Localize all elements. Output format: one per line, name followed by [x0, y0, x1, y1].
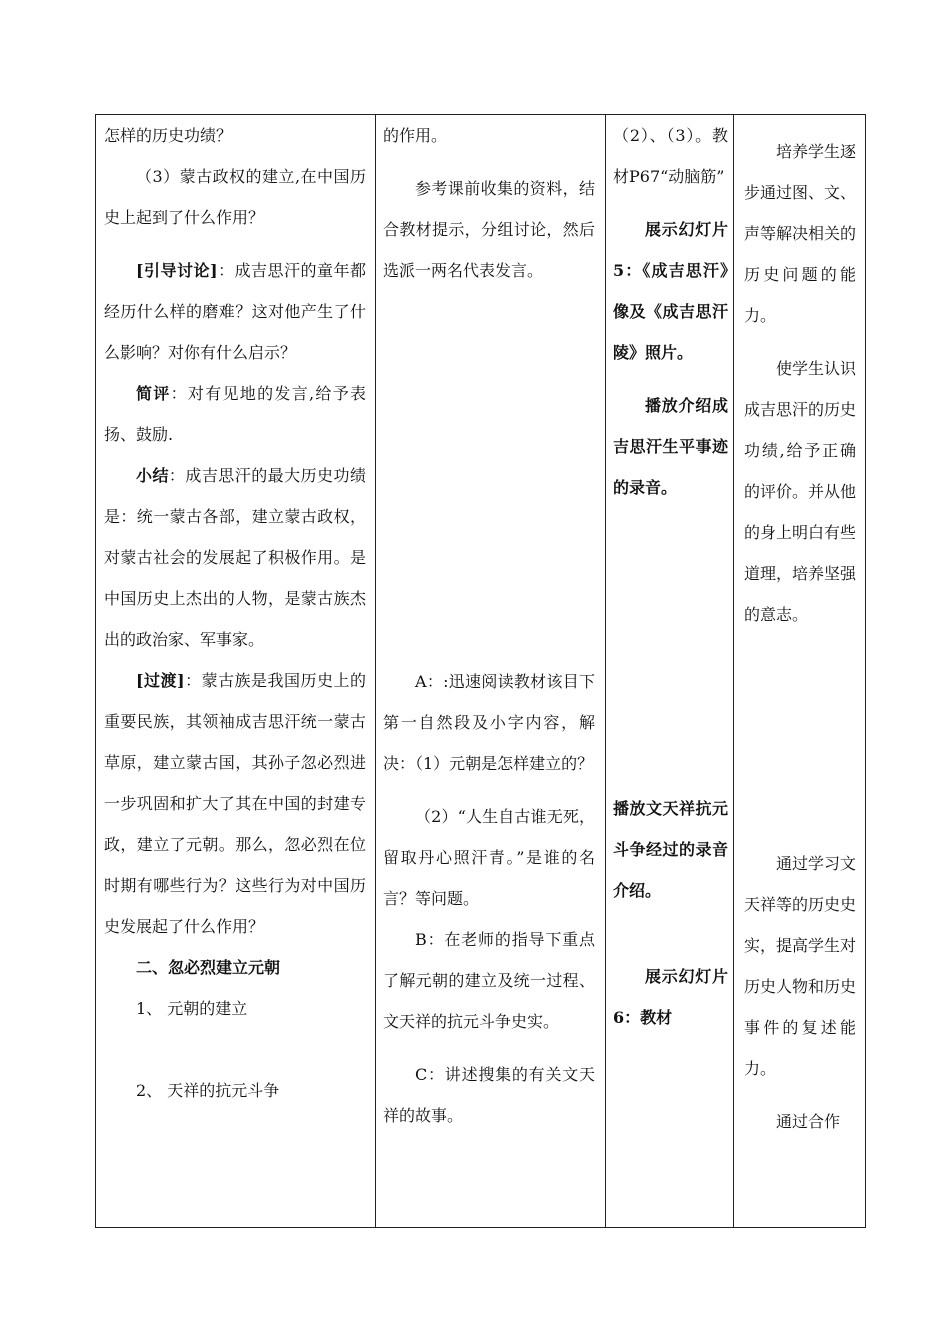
column-divider — [375, 115, 376, 1227]
activity-a-question-2: （2）“人生自古谁无死，留取丹心照汗青。”是谁的名言？等问题。 — [383, 807, 595, 908]
design-intent-column — [744, 115, 856, 1142]
activity-b: B：在老师的指导下重点了解元朝的建立及统一过程、文天祥的抗元斗争史实。 — [383, 930, 595, 1031]
teacher-activity-column — [104, 115, 366, 1111]
text-line: 的作用。 — [383, 126, 448, 145]
transition: [过渡]：蒙古族是我国历史上的重要民族，其领袖成吉思汗统一蒙古草原，建立蒙古国，其孙子忽必烈进一步巩固和扩大了其在中国的封建专政，建立了元朝。那么，忽必烈在位时期有哪些行为？这些行为对中国历史发展起了什么作用？ — [104, 671, 366, 936]
section-heading: 二、忽必烈建立元朝 — [136, 958, 281, 977]
intent-1: 培养学生逐步通过图、文、声等解决相关的历史问题的能力。 — [744, 142, 857, 325]
intent-3: 通过学习文天祥等的历史史实，提高学生对历史人物和历史事件的复述能力。 — [744, 854, 857, 1078]
media-column — [613, 115, 728, 1038]
discussion-instruction: 参考课前收集的资料，结合教材提示，分组讨论，然后选派一两名代表发言。 — [383, 179, 595, 280]
audio-wen-tianxiang: 播放文天祥抗元斗争经过的录音介绍。 — [613, 799, 728, 900]
activity-a: A：:迅速阅读教材该目下第一自然段及小字内容，解决：（1）元朝是怎样建立的？ — [383, 672, 595, 773]
text-line: （2）、（3）。教材P67“动脑筋” — [613, 126, 728, 186]
outline-item-2: 2、 天祥的抗元斗争 — [136, 1081, 280, 1100]
activity-c: C：讲述搜集的有关文天祥的故事。 — [383, 1065, 595, 1125]
column-divider — [605, 115, 606, 1227]
guided-discussion: [引导讨论]：成吉思汗的童年都经历什么样的磨难？这对他产生了什么影响？对你有什么启示？ — [104, 261, 366, 362]
lesson-plan-table — [95, 114, 866, 1228]
summary: 小结：成吉思汗的最大历史功绩是：统一蒙古各部，建立蒙古政权，对蒙古社会的发展起了积极作用。是中国历史上杰出的人物，是蒙古族杰出的政治家、军事家。 — [104, 466, 366, 649]
slide-6: 展示幻灯片6：教材 — [613, 967, 728, 1027]
text-line: 怎样的历史功绩？ — [104, 126, 233, 145]
slide-5: 展示幻灯片5：《成吉思汗》像及《成吉思汗陵》照片。 — [613, 220, 728, 362]
column-divider — [733, 115, 734, 1227]
outline-item-1: 1、 元朝的建立 — [136, 999, 248, 1018]
question-3: （3）蒙古政权的建立,在中国历史上起到了什么作用？ — [104, 167, 366, 227]
brief-comment: 简评：对有见地的发言,给予表扬、鼓励. — [104, 384, 366, 444]
intent-2: 使学生认识成吉思汗的历史功绩,给予正确的评价。并从他的身上明白有些道理，培养坚强的意志。 — [744, 359, 857, 624]
audio-genghis-khan: 播放介绍成吉思汗生平事迹的录音。 — [613, 396, 728, 497]
intent-4: 通过合作 — [776, 1112, 841, 1131]
student-activity-column — [383, 115, 595, 1136]
